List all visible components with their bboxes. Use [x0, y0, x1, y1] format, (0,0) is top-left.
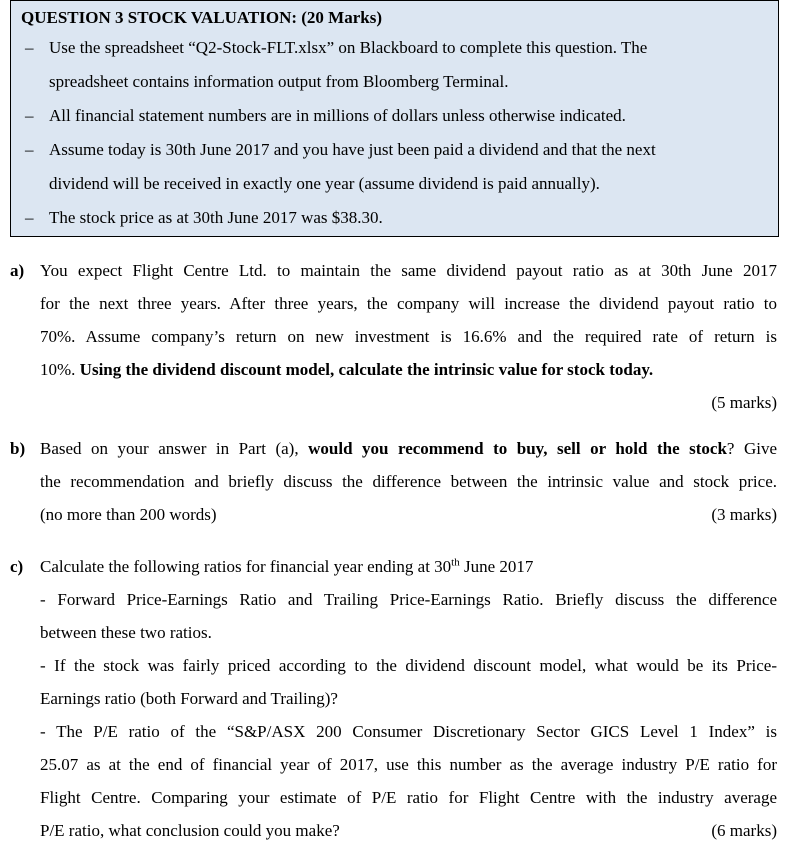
- text-run: P/E ratio, what conclusion could you make?: [40, 821, 340, 840]
- bullet-dash: –: [25, 208, 34, 227]
- bullet-item: [21, 31, 768, 99]
- bullet-item: [21, 201, 768, 235]
- text-line: Flight Centre. Comparing your estimate of P/E ratio for Flight Centre with the industry average: [40, 788, 777, 807]
- bullet-item: [21, 99, 768, 133]
- text-line: Earnings ratio (both Forward and Trailing)?: [40, 689, 338, 708]
- marks-line: [40, 386, 777, 419]
- text-line: [40, 432, 777, 465]
- text-line: [40, 814, 777, 847]
- bullet-line: Use the spreadsheet “Q2-Stock-FLT.xlsx” on Blackboard to complete this question. The: [49, 38, 648, 57]
- question-title: QUESTION 3 STOCK VALUATION: (20 Marks): [21, 8, 382, 27]
- marks-label: (6 marks): [711, 821, 777, 840]
- instructions-box: [10, 0, 779, 237]
- text-line: 25.07 as at the end of financial year of 2017, use this number as the average industry P/E ratio for: [40, 755, 777, 774]
- text-line: - If the stock was fairly priced according to the dividend discount model, what would be its Price-: [40, 656, 777, 675]
- text-line: [40, 498, 777, 531]
- text-line: - Forward Price-Earnings Ratio and Trailing Price-Earnings Ratio. Briefly discuss the difference: [40, 590, 777, 609]
- emphasis-text: Using the dividend discount model, calculate the intrinsic value for stock today.: [79, 360, 654, 379]
- bullet-dash: –: [25, 140, 34, 159]
- text-line: 70%. Assume company’s return on new investment is 16.6% and the required rate of return is: [40, 327, 777, 346]
- marks-label: (5 marks): [711, 393, 777, 412]
- question-c: [10, 550, 777, 847]
- question-label: c): [10, 557, 24, 576]
- question-b-body: [40, 432, 777, 531]
- question-b: [10, 432, 777, 531]
- text-line: the recommendation and briefly discuss the difference between the intrinsic value and stock price.: [40, 472, 777, 491]
- emphasis-text: would you recommend to buy, sell or hold the stock: [308, 439, 727, 458]
- text-line: for the next three years. After three years, the company will increase the dividend payout ratio to: [40, 294, 777, 313]
- question-c-body: [40, 550, 777, 847]
- text-line: - The P/E ratio of the “S&P/ASX 200 Consumer Discretionary Sector GICS Level 1 Index” is: [40, 722, 777, 741]
- bullet-line: dividend will be received in exactly one year (assume dividend is paid annually).: [49, 174, 600, 193]
- bullet-line: All financial statement numbers are in millions of dollars unless otherwise indicated.: [49, 106, 626, 125]
- text-run: (no more than 200 words): [40, 505, 217, 524]
- text-line: [40, 550, 777, 583]
- bullet-item: [21, 133, 768, 201]
- question-label: b): [10, 439, 26, 458]
- bullet-dash: –: [25, 38, 34, 57]
- text-run: 10%.: [40, 360, 80, 379]
- text-run: ? Give: [726, 439, 777, 458]
- question-label: a): [10, 261, 25, 280]
- bullet-dash: –: [25, 106, 34, 125]
- superscript: th: [451, 556, 460, 569]
- text-run: June 2017: [459, 557, 534, 576]
- question-a: [10, 254, 777, 419]
- bullet-line: The stock price as at 30th June 2017 was $38.30.: [49, 208, 383, 227]
- text-line: between these two ratios.: [40, 623, 212, 642]
- text-line: [40, 353, 777, 386]
- bullet-line: spreadsheet contains information output from Bloomberg Terminal.: [49, 72, 509, 91]
- bullet-line: Assume today is 30th June 2017 and you have just been paid a dividend and that the next: [49, 140, 656, 159]
- text-run: Calculate the following ratios for financial year ending at 30: [40, 557, 452, 576]
- marks-label: (3 marks): [711, 505, 777, 524]
- question-a-body: [40, 254, 777, 419]
- text-run: Based on your answer in Part (a),: [40, 439, 309, 458]
- text-line: You expect Flight Centre Ltd. to maintain the same dividend payout ratio as at 30th June 2017: [40, 261, 777, 280]
